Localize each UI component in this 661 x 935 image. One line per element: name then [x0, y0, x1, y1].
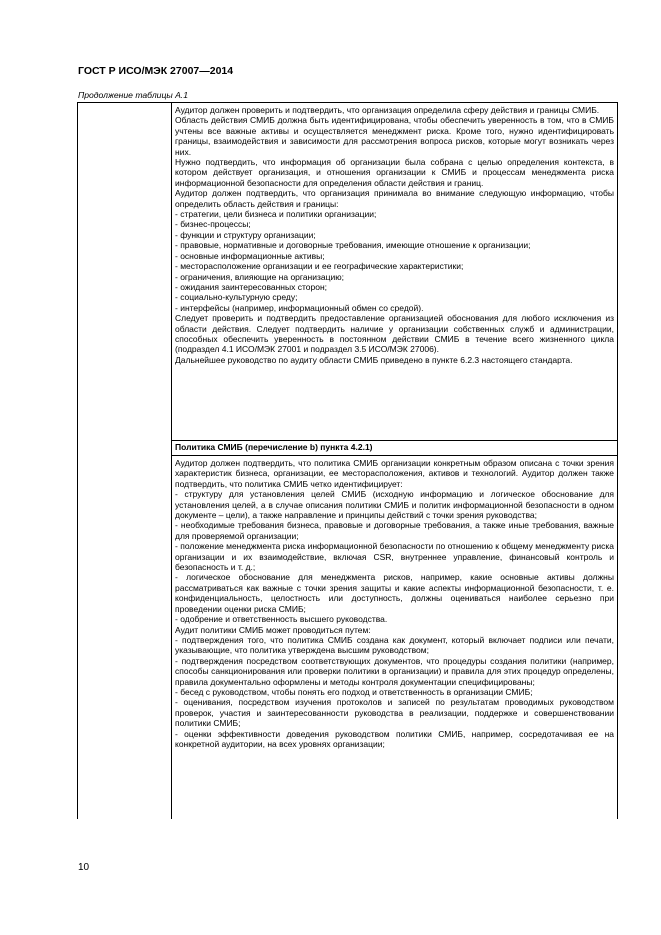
paragraph: Аудитор должен подтвердить, что организация принимала во внимание следующую информацию, чтобы определить область действия и границы: [175, 188, 614, 209]
list-item: - оценки эффективности доведения руководством политики СМИБ, например, сосредотачивая ее на конкретной аудитории, на всех уровнях организации; [175, 728, 614, 749]
table-caption: Продолжение таблицы А.1 [78, 90, 188, 100]
paragraph: Область действия СМИБ должна быть идентифицирована, чтобы обеспечить уверенность в том, что в СМИБ учтены все важные активы и осуществляется менеджмент риска. Кроме того, нужно идентифицировать границы, взаимодействия и зависимости для рассмотрения вопроса рисков, которые могут возникать через них. [175, 115, 614, 157]
list-item: - стратегии, цели бизнеса и политики организации; [175, 209, 377, 220]
list-item: - правовые, нормативные и договорные требования, имеющие отношение к организации; [175, 240, 531, 251]
list-item: - бесед с руководством, чтобы понять его подход и ответственность в организации СМИБ; [175, 686, 533, 697]
list-item: - основные информационные активы; [175, 250, 325, 261]
list-item: - функции и структуру организации; [175, 229, 316, 240]
list-item: - положение менеджмента риска информационной безопасности по отношению к общему менеджменту риска организации и их взаимодействие, включая CSR, внутреннее управление, финансовый контроль и безопасность и т. д.; [175, 541, 614, 573]
list-item: - интерфейсы (например, информационный обмен со средой). [175, 302, 424, 313]
list-item: - логическое обоснование для менеджмента рисков, например, какие основные активы должны рассматриваться как важные с точки зрения защиты и какие аспекты информационной безопасности, т. е. конфиденциальность, целостность или доступность, должны оцениваться наиболее серьезно при проведении оценки риска СМИБ; [175, 572, 614, 614]
paragraph: Нужно подтвердить, что информация об организации была собрана с целью определения контекста, в котором действует организация, и отношения организации к СМИБ и процессам менеджмента риска информационной безопасности для определения области действия и границ. [175, 157, 614, 188]
row-divider [171, 440, 617, 441]
policy-heading: Политика СМИБ (перечисление b) пункта 4.2.1) [175, 442, 373, 452]
paragraph: Аудитор должен подтвердить, что политика СМИБ организации конкретным образом описана с точки зрения характеристик бизнеса, организации, ее месторасположения, активов и технологий. Аудитор должен также подтвердить, что политика СМИБ четко идентифицирует: [175, 458, 614, 489]
scope-cell [175, 105, 614, 365]
document-title: ГОСТ Р ИСО/МЭК 27007—2014 [78, 65, 234, 77]
list-item: - подтверждения того, что политика СМИБ создана как документ, который включает подписи или печати, указывающие, что политика утверждена высшим руководством; [175, 634, 614, 656]
policy-cell [175, 458, 614, 749]
list-item: - социально-культурную среду; [175, 292, 298, 303]
table-frame [77, 102, 618, 819]
list-item: - одобрение и ответственность высшего руководства. [175, 614, 388, 625]
page-number: 10 [78, 862, 90, 873]
column-divider [171, 103, 172, 819]
paragraph: Аудит политики СМИБ может проводиться путем: [175, 624, 371, 635]
list-item: - ограничения, влияющие на организацию; [175, 271, 344, 282]
list-item: - месторасположение организации и ее географические характеристики; [175, 261, 464, 272]
list-item: - необходимые требования бизнеса, правовые и договорные требования, а также иные требования, важные для проверяемой организации; [175, 520, 614, 541]
list-item: - бизнес-процессы; [175, 219, 251, 230]
list-item: - ожидания заинтересованных сторон; [175, 281, 328, 292]
list-item: - оценивания, посредством изучения протоколов и записей по результатам проводимых руководством проверок, участия и заинтересованности руководства в реализации, поддержке и совершенствовании политики СМИБ; [175, 697, 614, 729]
list-item: - подтверждения посредством соответствующих документов, что процедуры создания политики (например, способы санкционирования или проверки политики в организации) и правила для этих процедур определены, правила документально оформлены и методы контроля документации специфицированы; [175, 655, 614, 687]
list-item: - структуру для установления целей СМИБ (исходную информацию и логическое обоснование для установления целей, а в случае описания политики СМИБ и политик информационной безопасности в одном документе – цели), а также направление и принципы действий с точки зрения руководства; [175, 489, 614, 521]
paragraph: Следует проверить и подтвердить предоставление организацией обоснования для любого исключения из области действия. Следует подтвердить наличие у организации собственных служб и администрации, способных обеспечить уверенность в постоянном действии СМИБ в течение всего жизненного цикла (подраздел 4.1 ИСО/МЭК 27001 и подраздел 3.5 ИСО/МЭК 27006). [175, 313, 614, 355]
paragraph: Дальнейшее руководство по аудиту области СМИБ приведено в пункте 6.2.3 настоящего стандарта. [175, 354, 573, 365]
paragraph: Аудитор должен проверить и подтвердить, что организация определила сферу действия и границы СМИБ. [175, 105, 600, 115]
row-divider [171, 455, 617, 456]
